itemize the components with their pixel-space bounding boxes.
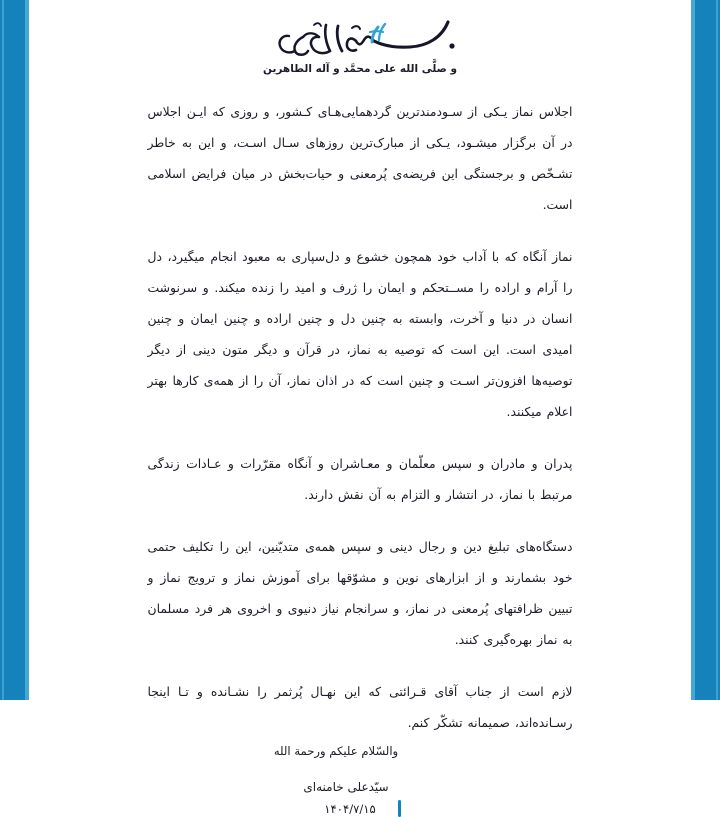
right-blue-bar: [691, 0, 720, 700]
closing-salutation: والسّلام علیکم ورحمة الله: [273, 744, 399, 758]
paragraph-3: پدران و مادران و سپس معلّمان و معـاشران و آنگاه مقرّرات و عـادات زندگی مرتبط با نماز، در انتشار و التزام به آن نقش دارند.: [147, 456, 573, 502]
right-bar-edge-highlight: [691, 0, 695, 700]
right-bar-thin-stripe: [716, 0, 718, 700]
letter-paragraphs: [148, 75, 573, 738]
signature-date-text: ۱۴۰۴/۷/۱۵: [324, 802, 376, 816]
paragraph-4: دستگاه‌های تبلیغ دین و رجال دینی و سپس همه‌ی متدیّنین، این را تکلیف حتمی خود بشمارند و از ابزارهای نوین و مشوّقها برای آموزش نماز و ترویج نماز و تبیین ظرافتهای پُرمعنی در نماز، و سرانجام نیاز دنیوی و اخروی هر فرد مسلمان به نماز بهره‌گیری کنند.: [147, 539, 573, 647]
basmala-icon: [260, 10, 460, 62]
basmala-calligraphy: [29, 0, 691, 62]
paragraph-2: نماز آنگاه که با آداب خود همچون خشوع و دل‌سپاری به معبود انجام میگیرد، دل را آرام و اراده را مســتحکم و ایمان را ژرف و امید را زنده میکند. و سرنوشت انسان در دنیا و آخرت، وابسته به چنین دل و چنین اراده و چنین ایمان و چنین امیدی است. این است که توصیه به نماز، در قرآن و دیگر متون دینی از دیگر توصیه‌ها افزون‌تر اسـت و چنین است که در اذان نماز، آن را از همه‌ی کارها بهتر اعلام میکنند.: [147, 249, 573, 419]
signature-stroke-mark: [398, 800, 401, 817]
letter-content: [29, 0, 691, 816]
paragraph-1: اجلاس نماز یـکی از سـودمندترین گردهمایی‌هـای کـشور، و روزی که ایـن اجلاس در آن برگزار میشـود، یـکی از مبارک‌ترین روزهای سـال اسـت، و این به خاطر تشـخّص و برجستگی این فریضه‌ی پُرمعنی و حیات‌بخش در میان فرایض اسلامی است.: [147, 104, 573, 212]
left-blue-bar: [0, 0, 29, 700]
paragraph-5: لازم است از جناب آقای قـرائتی که این نهـال پُرثمر را نشـانده و تـا اینجا رسـانده‌اند، صمیمانه تشکّر کنم.: [147, 684, 573, 730]
signer-name: سیّدعلی خامنه‌ای: [303, 780, 389, 794]
letter-closing: [148, 738, 573, 816]
left-bar-thin-stripe: [2, 0, 4, 700]
basmala-dot: [449, 43, 454, 48]
signature-date: [148, 802, 553, 816]
salawat-line: و صلَّی الله علی محمَّد و آله الطاهرین: [263, 63, 457, 75]
